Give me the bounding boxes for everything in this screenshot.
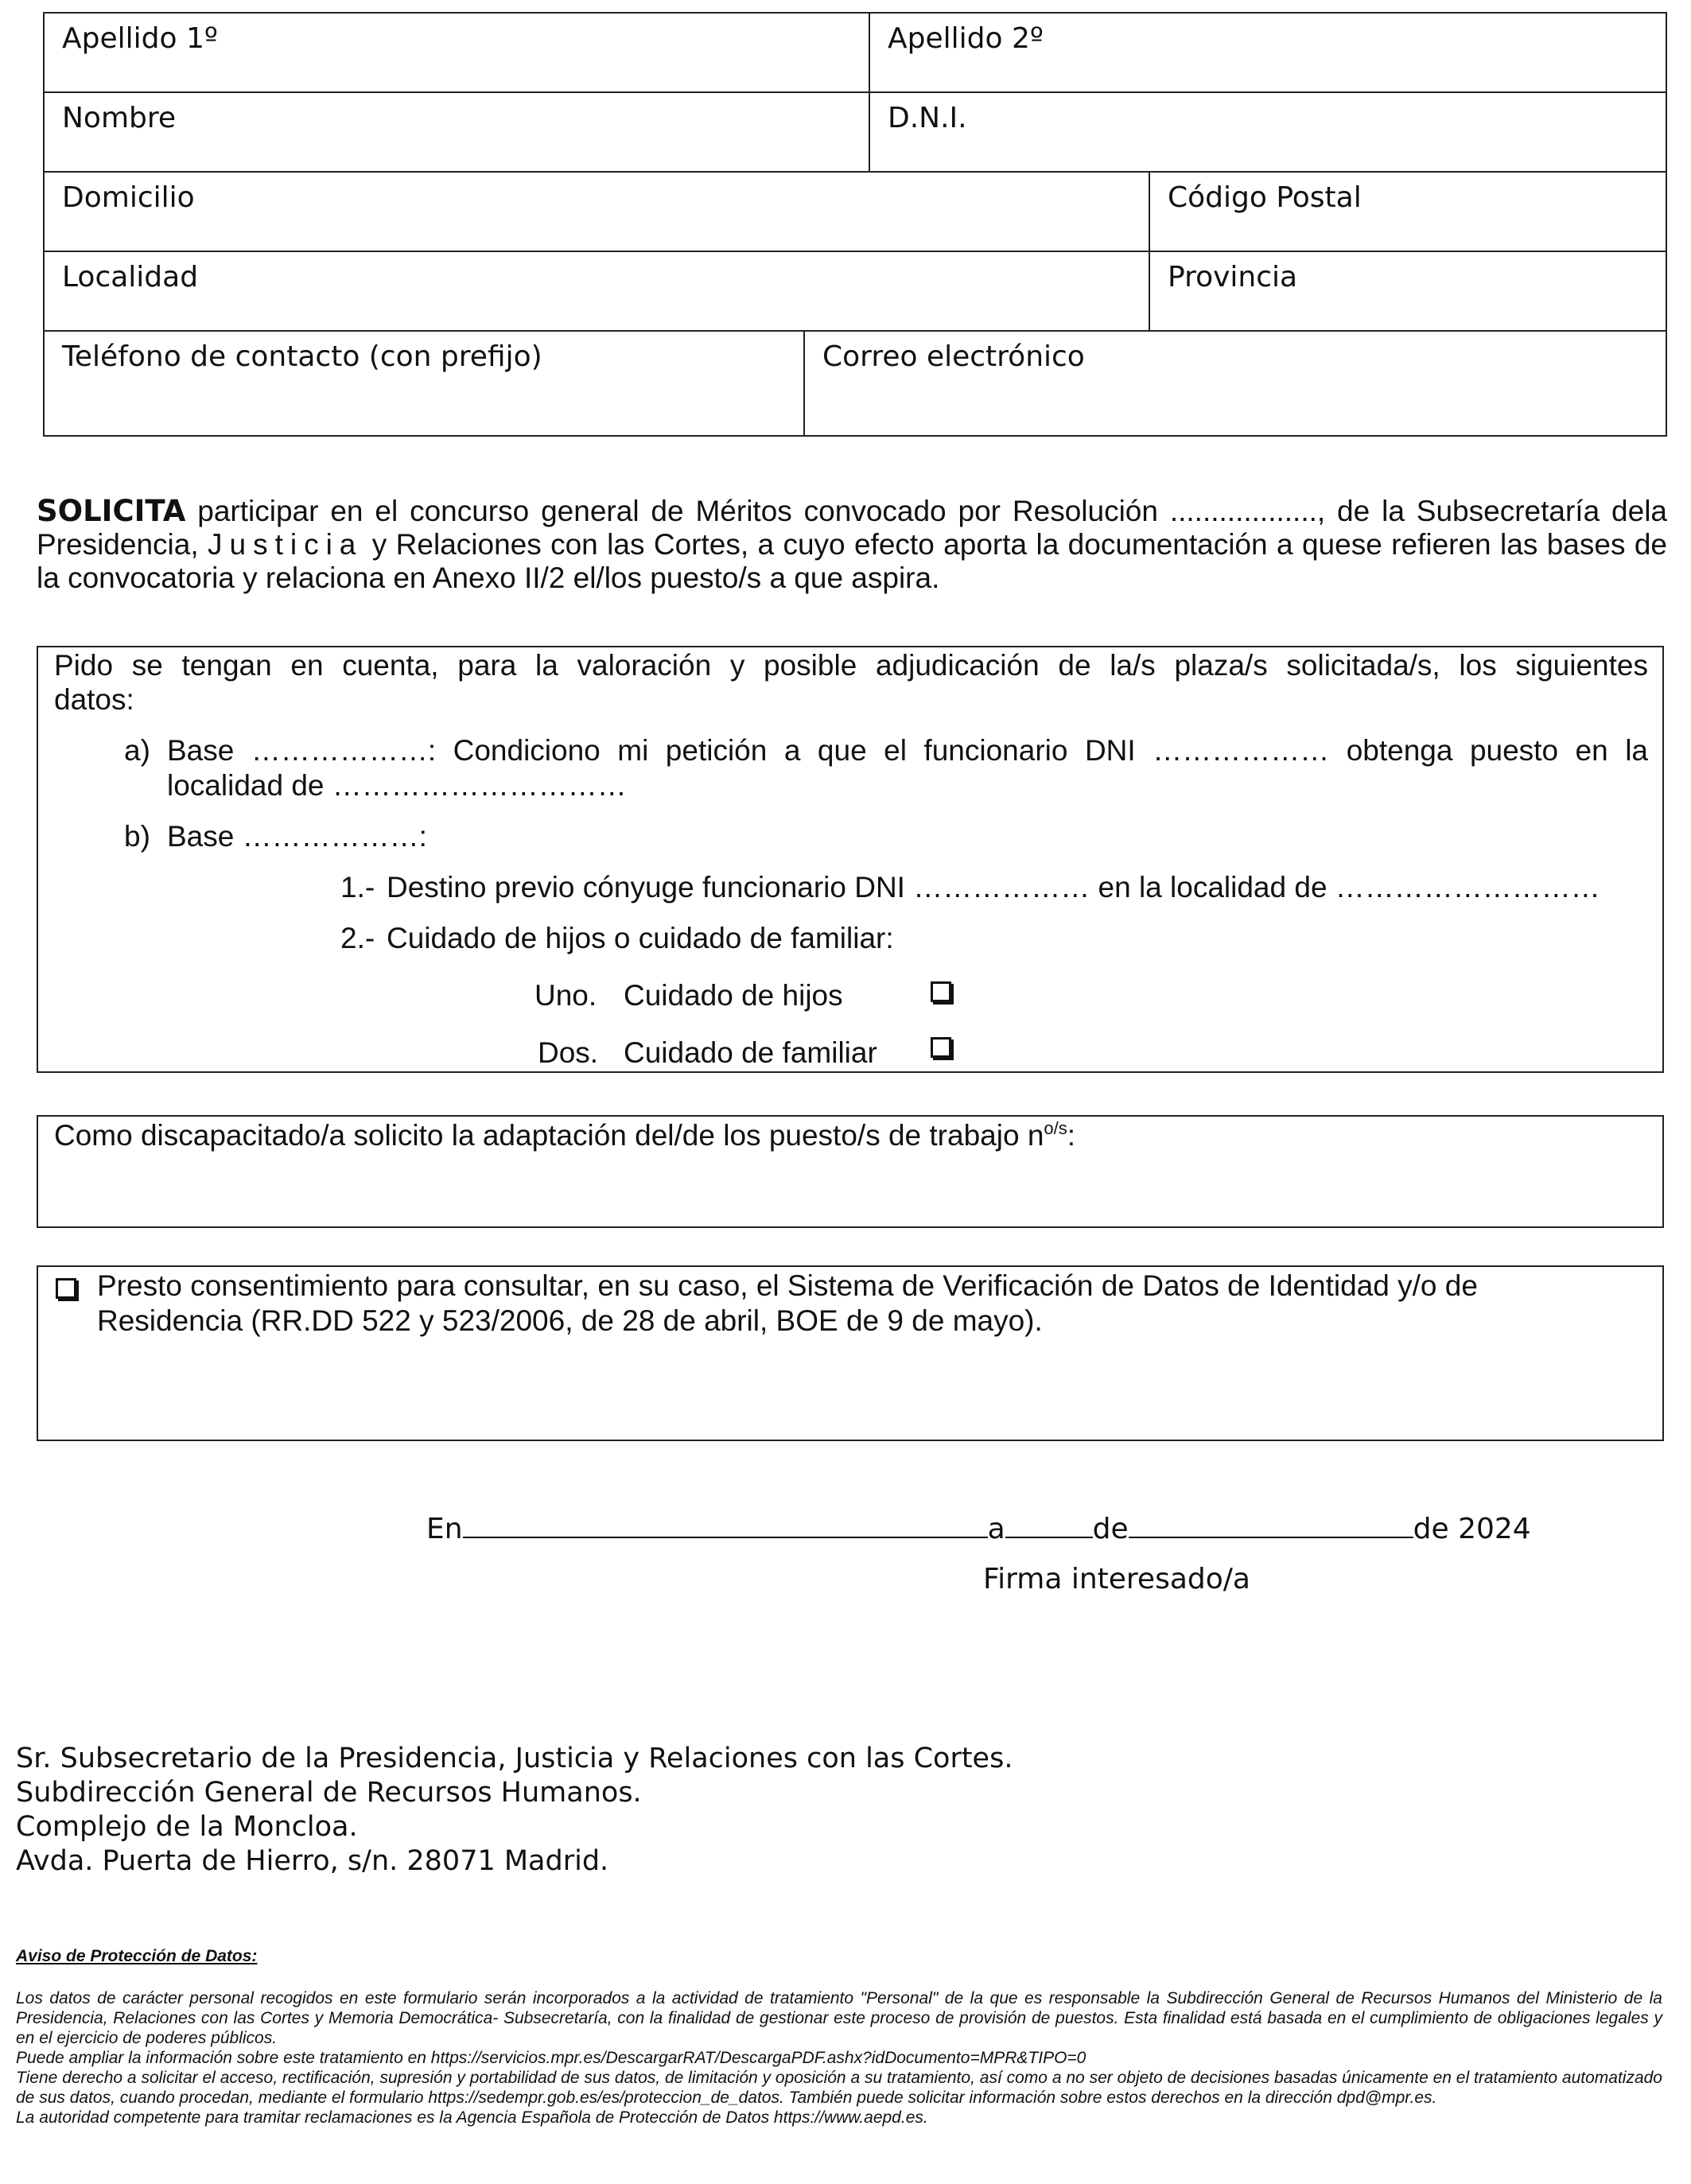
destinatario-line-2: Subdirección General de Recursos Humanos. (16, 1777, 642, 1809)
firma-dia-blank[interactable] (1005, 1511, 1093, 1538)
aviso-paragraph-2: Puede ampliar la información sobre este tratamiento en https://servicios.mpr.es/DescargarRAT/DescargaPDF.ashx?idDocumento=MPR&TIPO=0 (16, 2049, 1087, 2067)
localidad-field[interactable] (45, 252, 1149, 330)
apellido1-field[interactable] (45, 14, 869, 91)
sub-item-2-text: Cuidado de hijos o cuidado de familiar: (387, 922, 894, 954)
cuidado-familiar-checkbox[interactable] (931, 1037, 951, 1058)
discapacidad-label: Como discapacitado/a solicito la adaptación del/de los puesto/s de trabajo n (54, 1119, 1044, 1152)
nombre-label: Nombre (62, 102, 177, 134)
destinatario-line-4: Avda. Puerta de Hierro, s/n. 28071 Madrid. (16, 1845, 609, 1877)
telefono-field[interactable] (45, 332, 803, 435)
aviso-body (16, 1988, 1662, 2128)
row-nombre-dni (45, 93, 1666, 173)
nombre-field[interactable] (45, 93, 869, 171)
sub-item-2-number: 2.- (340, 922, 375, 954)
firma-lugar-blank[interactable] (463, 1511, 988, 1538)
discapacidad-box[interactable] (37, 1115, 1664, 1228)
firma-en-label: En (426, 1513, 463, 1545)
dni-field[interactable] (869, 93, 1666, 171)
sub-item-1-text: Destino previo cónyuge funcionario DNI ……………… en la localidad de ……………………… (387, 871, 1600, 904)
consentimiento-checkbox[interactable] (56, 1278, 76, 1299)
dni-label: D.N.I. (888, 102, 967, 134)
item-b-marker: b) (124, 820, 150, 853)
pido-intro-line2: datos: (54, 683, 134, 716)
correo-label: Correo electrónico (822, 340, 1085, 373)
aviso-paragraph-4: La autoridad competente para tramitar reclamaciones es la Agencia Española de Protección de Datos https://www.aepd.es. (16, 2108, 928, 2127)
row-domicilio (45, 173, 1666, 252)
aviso-title (16, 1947, 257, 1966)
destinatario-line-3: Complejo de la Moncloa. (16, 1811, 358, 1843)
provincia-field[interactable] (1149, 252, 1666, 330)
solicita-spaced-word: Justicia (208, 528, 363, 561)
cuidado-hijos-checkbox[interactable] (931, 981, 951, 1002)
localidad-label: Localidad (62, 261, 199, 293)
destinatario-line-1: Sr. Subsecretario de la Presidencia, Justicia y Relaciones con las Cortes. (16, 1743, 1013, 1774)
firma-year-label: de 2024 (1413, 1513, 1531, 1545)
firma-de-label: de (1092, 1513, 1129, 1545)
aviso-title-colon: : (251, 1947, 258, 1965)
domicilio-label: Domicilio (62, 181, 195, 214)
sub-item-1-number: 1.- (340, 871, 375, 904)
solicita-text-1: participar en el concurso general de Méritos convocado por Resolución .................., de la Subsecretaría dela Presidencia, (37, 495, 1667, 561)
item-a-line1: Base ………………: Condiciono mi petición a que el funcionario DNI ……………… obtenga puesto en la (167, 734, 1648, 767)
aviso-paragraph-3: Tiene derecho a solicitar el acceso, rectificación, supresión y portabilidad de sus datos, de limitación y oposición a su tratamiento, así como a no ser objeto de decisiones basadas únicamente en el tratamiento automatizado de sus datos, cuando procedan, mediante el formulario https://sedempr.gob.es/es/proteccion_de_datos. También puede solicitar información sobre estos derechos en la dirección dpd@mpr.es. (16, 2069, 1662, 2107)
consentimiento-line2: Residencia (RR.DD 522 y 523/2006, de 28 de abril, BOE de 9 de mayo). (97, 1304, 1043, 1337)
option-dos-label: Dos. (538, 1036, 599, 1069)
correo-field[interactable] (803, 332, 1666, 435)
consentimiento-line1: Presto consentimiento para consultar, en su caso, el Sistema de Verificación de Datos de Identidad y/o de (97, 1269, 1478, 1302)
codigo-postal-label: Código Postal (1168, 181, 1362, 214)
firma-place-date-line (426, 1511, 1531, 1546)
row-apellidos (45, 14, 1666, 93)
domicilio-field[interactable] (45, 173, 1149, 251)
option-dos-text: Cuidado de familiar (624, 1036, 877, 1069)
row-contacto (45, 332, 1666, 435)
option-uno-label: Uno. (535, 979, 597, 1012)
discapacidad-superscript: o/s (1044, 1118, 1067, 1138)
consentimiento-box (37, 1265, 1664, 1441)
discapacidad-colon: : (1067, 1119, 1076, 1152)
pido-intro-line1: Pido se tengan en cuenta, para la valoración y posible adjudicación de la/s plaza/s solicitada/s, los siguientes (54, 649, 1648, 682)
apellido2-field[interactable] (869, 14, 1666, 91)
firma-interesado-label: Firma interesado/a (983, 1563, 1250, 1595)
solicita-keyword: SOLICITA (37, 494, 186, 528)
item-a-line2: localidad de ………………………… (167, 769, 627, 802)
apellido2-label: Apellido 2º (888, 22, 1044, 55)
firma-mes-blank[interactable] (1129, 1511, 1413, 1538)
codigo-postal-field[interactable] (1149, 173, 1666, 251)
solicita-paragraph (37, 495, 1667, 595)
pido-box (37, 646, 1664, 1073)
aviso-title-text: Aviso de Protección de Datos (16, 1947, 252, 1965)
personal-data-table (43, 12, 1667, 437)
solicita-text-2: y Relaciones con las Cortes, a cuyo efecto aporta la documentación a quese refieren las bases de la convocatoria y relaciona en Anexo II/2 el/los puesto/s a que aspira. (37, 528, 1667, 594)
firma-a-label: a (987, 1513, 1005, 1545)
telefono-label: Teléfono de contacto (con prefijo) (62, 340, 542, 373)
option-uno-text: Cuidado de hijos (624, 979, 843, 1012)
item-b-text: Base ………………: (167, 820, 427, 853)
discapacidad-text (54, 1118, 1075, 1153)
apellido1-label: Apellido 1º (62, 22, 218, 55)
aviso-paragraph-1: Los datos de carácter personal recogidos en este formulario serán incorporados a la actividad de tratamiento "Personal" de la que es responsable la Subdirección General de Recursos Humanos del Ministerio de la Presidencia, Relaciones con las Cortes y Memoria Democrática- Subsecretaría, con la finalidad de gestionar este proceso de provisión de puestos. Esta finalidad está basada en el cumplimiento de obligaciones legales y en el ejercicio de poderes públicos. (16, 1989, 1662, 2047)
destinatario-block (16, 1742, 1013, 1879)
row-localidad (45, 252, 1666, 332)
provincia-label: Provincia (1168, 261, 1298, 293)
item-a-marker: a) (124, 734, 150, 767)
